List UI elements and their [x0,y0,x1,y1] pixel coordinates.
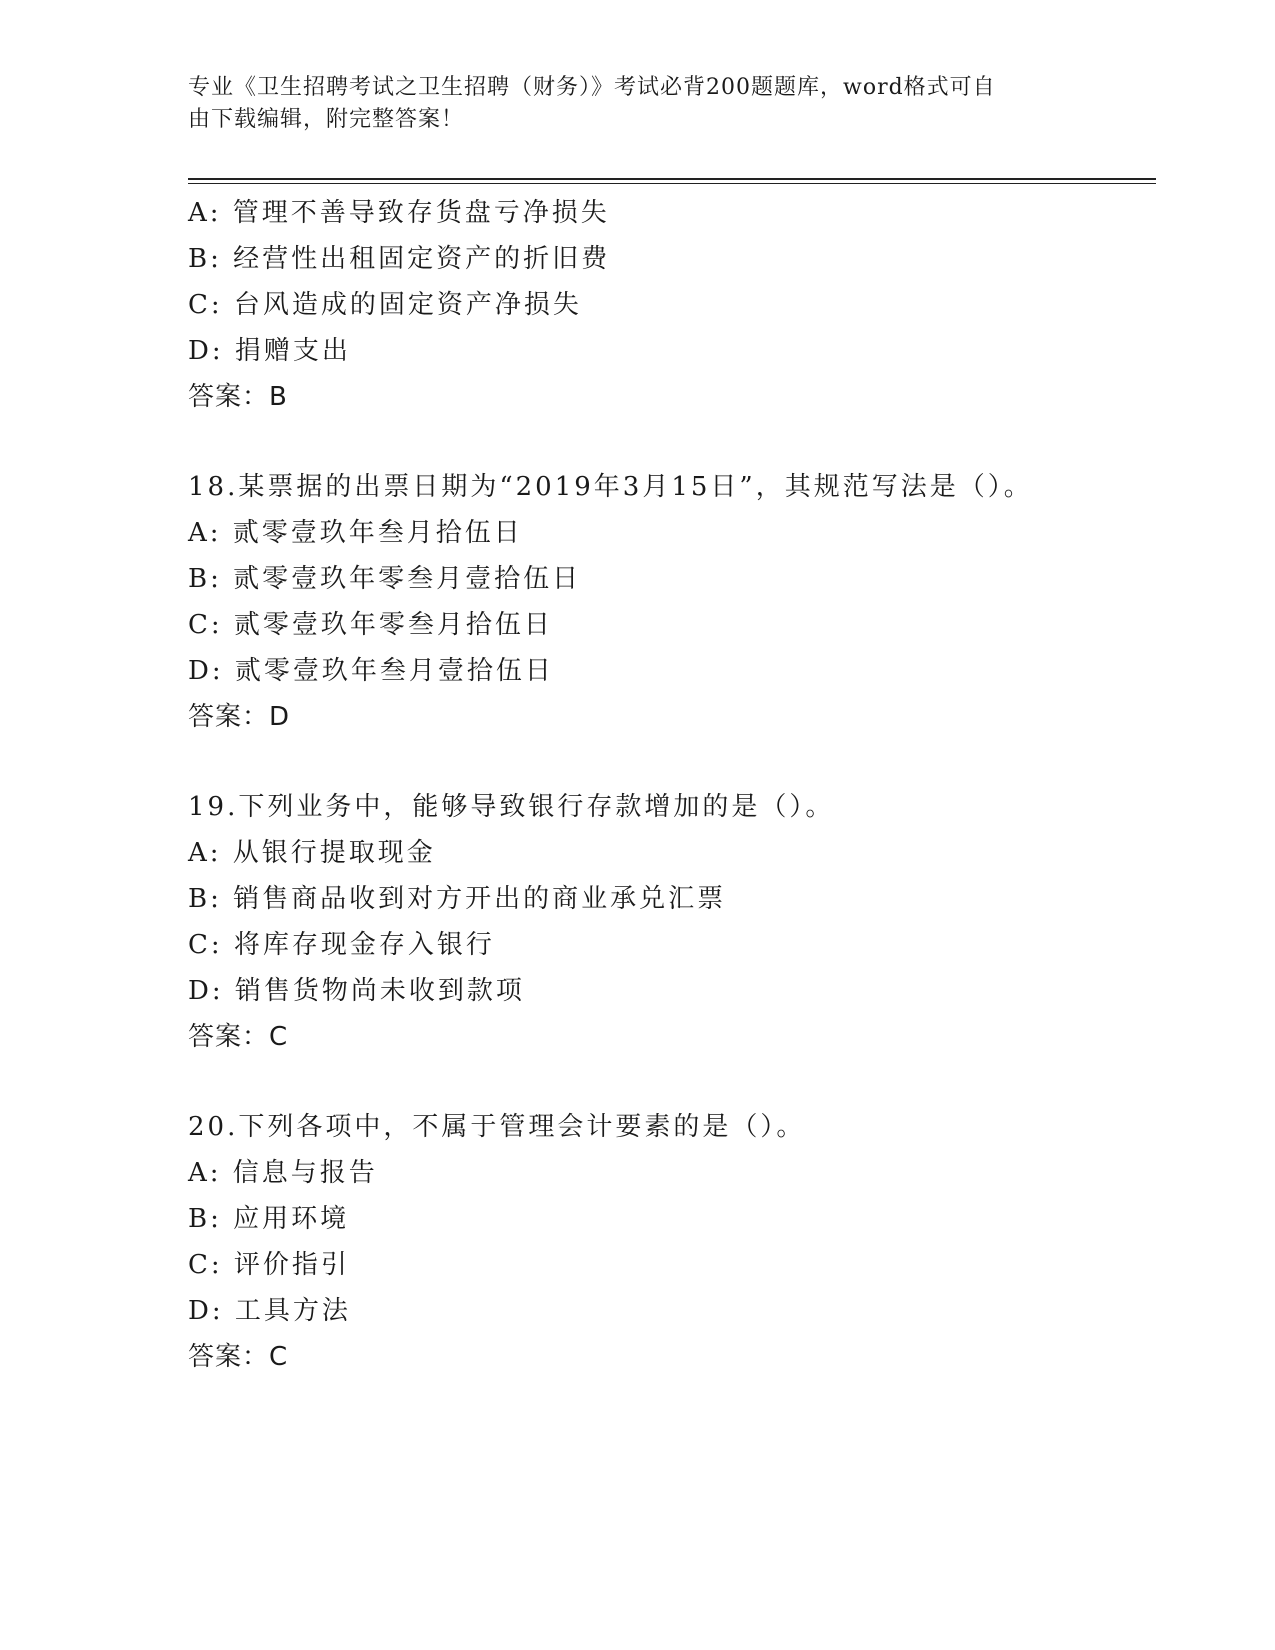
question-block-20 [188,1104,1156,1380]
option-a: A: 管理不善导致存货盘亏净损失 [188,198,610,228]
option-c: C: 将库存现金存入银行 [188,930,495,960]
answer-line: 答案：C [188,1342,289,1372]
question-block-17 [188,190,1156,420]
header-line-1: 专业《卫生招聘考试之卫生招聘（财务）》考试必背200题题库，word格式可自 [188,75,996,100]
option-d: D: 捐赠支出 [188,336,351,366]
question-text: 19.下列业务中，能够导致银行存款增加的是（）。 [188,792,835,822]
header-line-2: 由下载编辑，附完整答案！ [188,107,465,132]
option-c: C: 贰零壹玖年零叁月拾伍日 [188,610,553,640]
answer-line: 答案：B [188,382,288,412]
answer-line: 答案：C [188,1022,289,1052]
option-a: A: 从银行提取现金 [188,838,436,868]
option-b: B: 应用环境 [188,1204,350,1234]
question-text: 18.某票据的出票日期为“2019年3月15日”，其规范写法是（）。 [188,472,1033,502]
option-c: C: 台风造成的固定资产净损失 [188,290,582,320]
option-c: C: 评价指引 [188,1250,350,1280]
header-divider-thick [188,178,1156,180]
option-a: A: 信息与报告 [188,1158,378,1188]
block-spacer [188,740,1156,784]
option-d: D: 贰零壹玖年叁月壹拾伍日 [188,656,554,686]
option-b: B: 贰零壹玖年零叁月壹拾伍日 [188,564,582,594]
document-header [188,72,1068,136]
question-block-19 [188,784,1156,1060]
option-b: B: 销售商品收到对方开出的商业承兑汇票 [188,884,727,914]
question-text: 20.下列各项中，不属于管理会计要素的是（）。 [188,1112,806,1142]
block-spacer [188,420,1156,464]
option-b: B: 经营性出租固定资产的折旧费 [188,244,611,274]
question-block-18 [188,464,1156,740]
option-d: D: 销售货物尚未收到款项 [188,976,525,1006]
option-a: A: 贰零壹玖年叁月拾伍日 [188,518,523,548]
header-divider-thin [188,183,1156,184]
block-spacer [188,1060,1156,1104]
answer-line: 答案：D [188,702,291,732]
question-list [188,190,1156,1380]
option-d: D: 工具方法 [188,1296,351,1326]
